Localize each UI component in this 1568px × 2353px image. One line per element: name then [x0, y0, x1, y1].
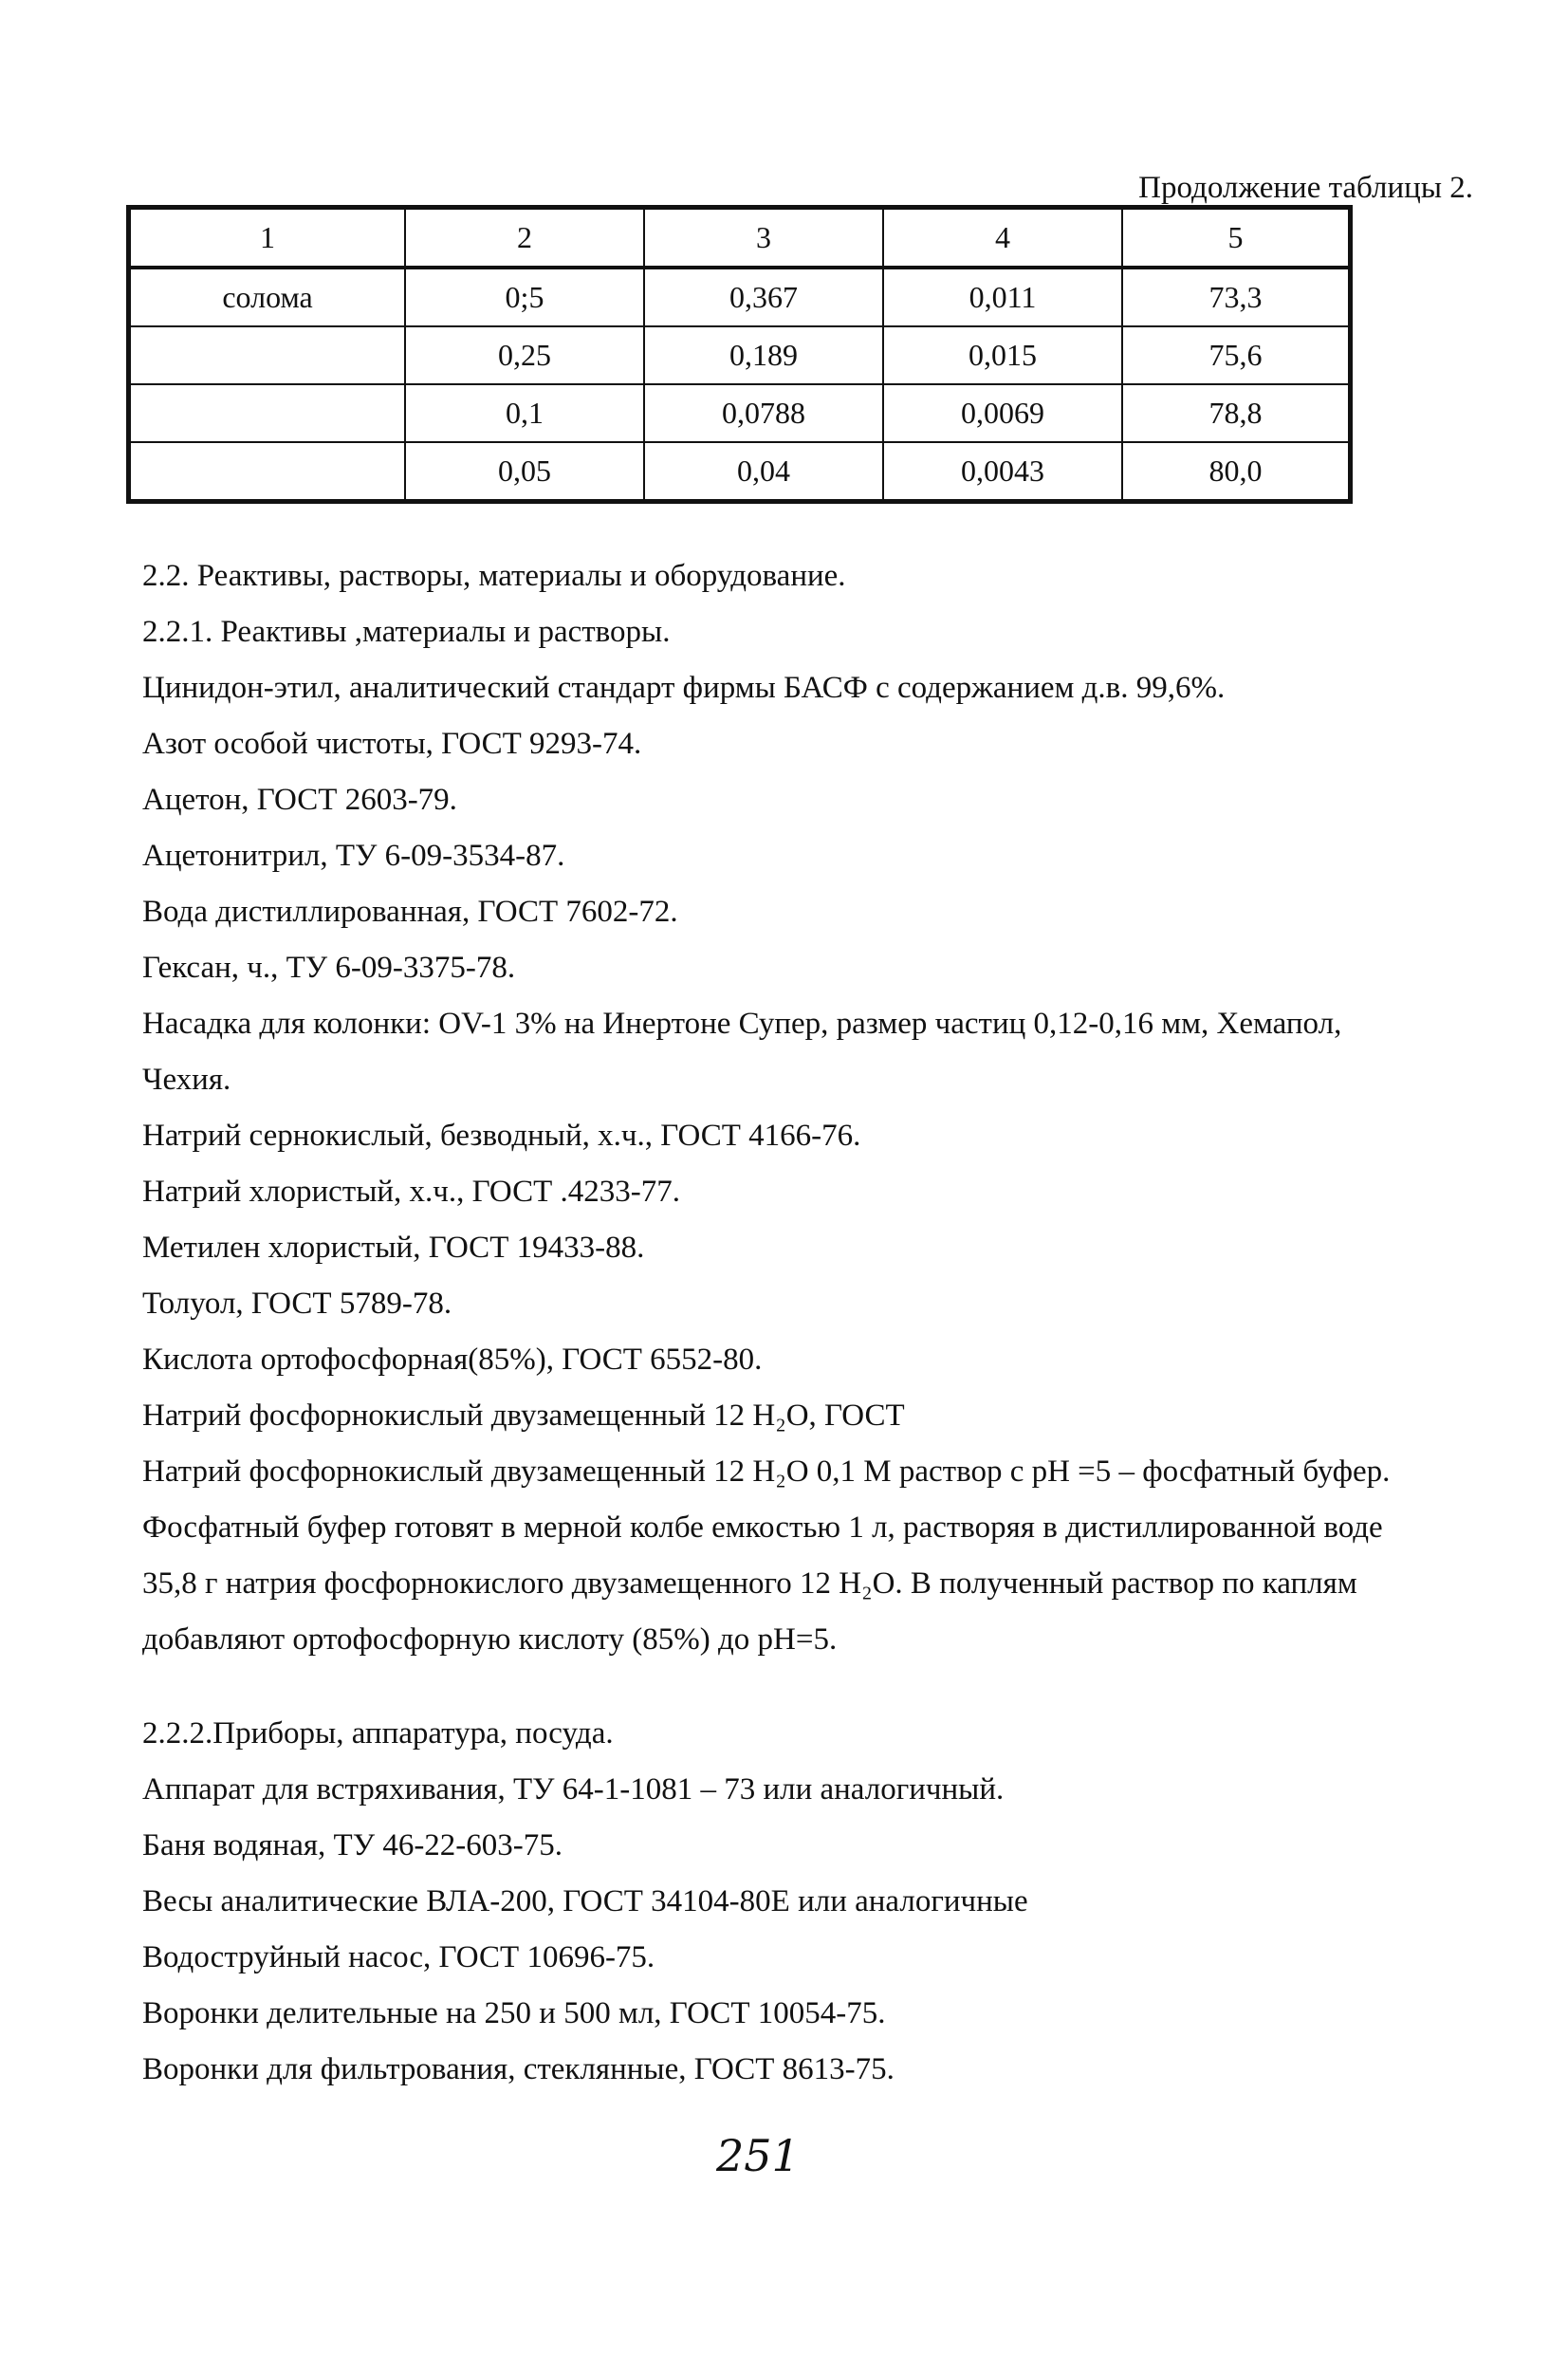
table-row: [129, 268, 1351, 326]
section-2-2-title: 2.2. Реактивы, растворы, материалы и оборудование.: [142, 559, 846, 593]
table-cell: [129, 326, 406, 384]
table-cell: 0,25: [405, 326, 644, 384]
table-cell: [129, 384, 406, 442]
table-cell: 73,3: [1122, 268, 1351, 326]
header-cell: 5: [1122, 208, 1351, 269]
table-cell: 0,367: [644, 268, 883, 326]
list-item: Чехия.: [142, 1063, 231, 1097]
table-row: [129, 384, 1351, 442]
table-cell: 0;5: [405, 268, 644, 326]
table-cell: 80,0: [1122, 442, 1351, 502]
table-header-row: [129, 208, 1351, 269]
table-cell: солома: [129, 268, 406, 326]
paragraph-gap: [142, 1668, 1470, 1706]
list-item: Натрий хлористый, х.ч., ГОСТ .4233-77.: [142, 1175, 681, 1209]
list-item: 35,8 г натрия фосфорнокислого двузамещенного 12 H₂O. В полученный раствор по каплям: [142, 1566, 1357, 1601]
table-cell: [129, 442, 406, 502]
list-item: Баня водяная, ТУ 46-22-603-75.: [142, 1828, 563, 1862]
table-cell: 0,0788: [644, 384, 883, 442]
data-table: [126, 205, 1353, 504]
list-item: Натрий фосфорнокислый двузамещенный 12 H₂O 0,1 М раствор с pH =5 – фосфатный буфер.: [142, 1454, 1391, 1489]
list-item: Цинидон-этил, аналитический стандарт фирмы БАСФ с содержанием д.в. 99,6%.: [142, 671, 1226, 705]
table-cell: 78,8: [1122, 384, 1351, 442]
table-cell: 0,189: [644, 326, 883, 384]
table-row: [129, 326, 1351, 384]
list-item: Натрий фосфорнокислый двузамещенный 12 H₂O, ГОСТ: [142, 1399, 905, 1433]
list-item: Насадка для колонки: OV-1 3% на Инертоне Супер, размер частиц 0,12-0,16 мм, Хемапол,: [142, 1007, 1342, 1041]
table-cell: 0,04: [644, 442, 883, 502]
list-item: Ацетонитрил, ТУ 6-09-3534-87.: [142, 839, 565, 873]
list-item: Метилен хлористый, ГОСТ 19433-88.: [142, 1231, 645, 1265]
list-item: Гексан, ч., ТУ 6-09-3375-78.: [142, 951, 516, 985]
table-caption: Продолжение таблицы 2.: [1138, 171, 1473, 205]
table-row: [129, 442, 1351, 502]
table-cell: 0,1: [405, 384, 644, 442]
page-number: 251: [716, 2130, 800, 2181]
list-item: Кислота ортофосфорная(85%), ГОСТ 6552-80.: [142, 1343, 763, 1377]
list-item: Натрий сернокислый, безводный, х.ч., ГОСТ 4166-76.: [142, 1119, 861, 1153]
header-cell: 3: [644, 208, 883, 269]
table-cell: 0,0069: [883, 384, 1122, 442]
list-item: Аппарат для встряхивания, ТУ 64-1-1081 – 73 или аналогичный.: [142, 1772, 1005, 1806]
list-item: Вода дистиллированная, ГОСТ 7602-72.: [142, 895, 678, 929]
table-cell: 0,05: [405, 442, 644, 502]
header-cell: 1: [129, 208, 406, 269]
list-item: Воронки для фильтрования, стеклянные, ГОСТ 8613-75.: [142, 2052, 895, 2086]
list-item: Водоструйный насос, ГОСТ 10696-75.: [142, 1940, 655, 1974]
header-cell: 2: [405, 208, 644, 269]
list-item: Толуол, ГОСТ 5789-78.: [142, 1287, 452, 1321]
list-item: Азот особой чистоты, ГОСТ 9293-74.: [142, 727, 642, 761]
list-item: Ацетон, ГОСТ 2603-79.: [142, 783, 457, 817]
section-2-2-2-title: 2.2.2.Приборы, аппаратура, посуда.: [142, 1716, 614, 1751]
section-2-2-1-title: 2.2.1. Реактивы ,материалы и растворы.: [142, 615, 671, 649]
list-item: Фосфатный буфер готовят в мерной колбе емкостью 1 л, растворяя в дистиллированной воде: [142, 1510, 1383, 1545]
document-body: [142, 548, 1470, 2098]
list-item: Весы аналитические ВЛА-200, ГОСТ 34104-80Е или аналогичные: [142, 1884, 1028, 1918]
list-item: добавляют ортофосфорную кислоту (85%) до pH=5.: [142, 1622, 838, 1657]
table-cell: 0,0043: [883, 442, 1122, 502]
table-cell: 75,6: [1122, 326, 1351, 384]
table-cell: 0,011: [883, 268, 1122, 326]
list-item: Воронки делительные на 250 и 500 мл, ГОСТ 10054-75.: [142, 1996, 886, 2030]
table-cell: 0,015: [883, 326, 1122, 384]
header-cell: 4: [883, 208, 1122, 269]
